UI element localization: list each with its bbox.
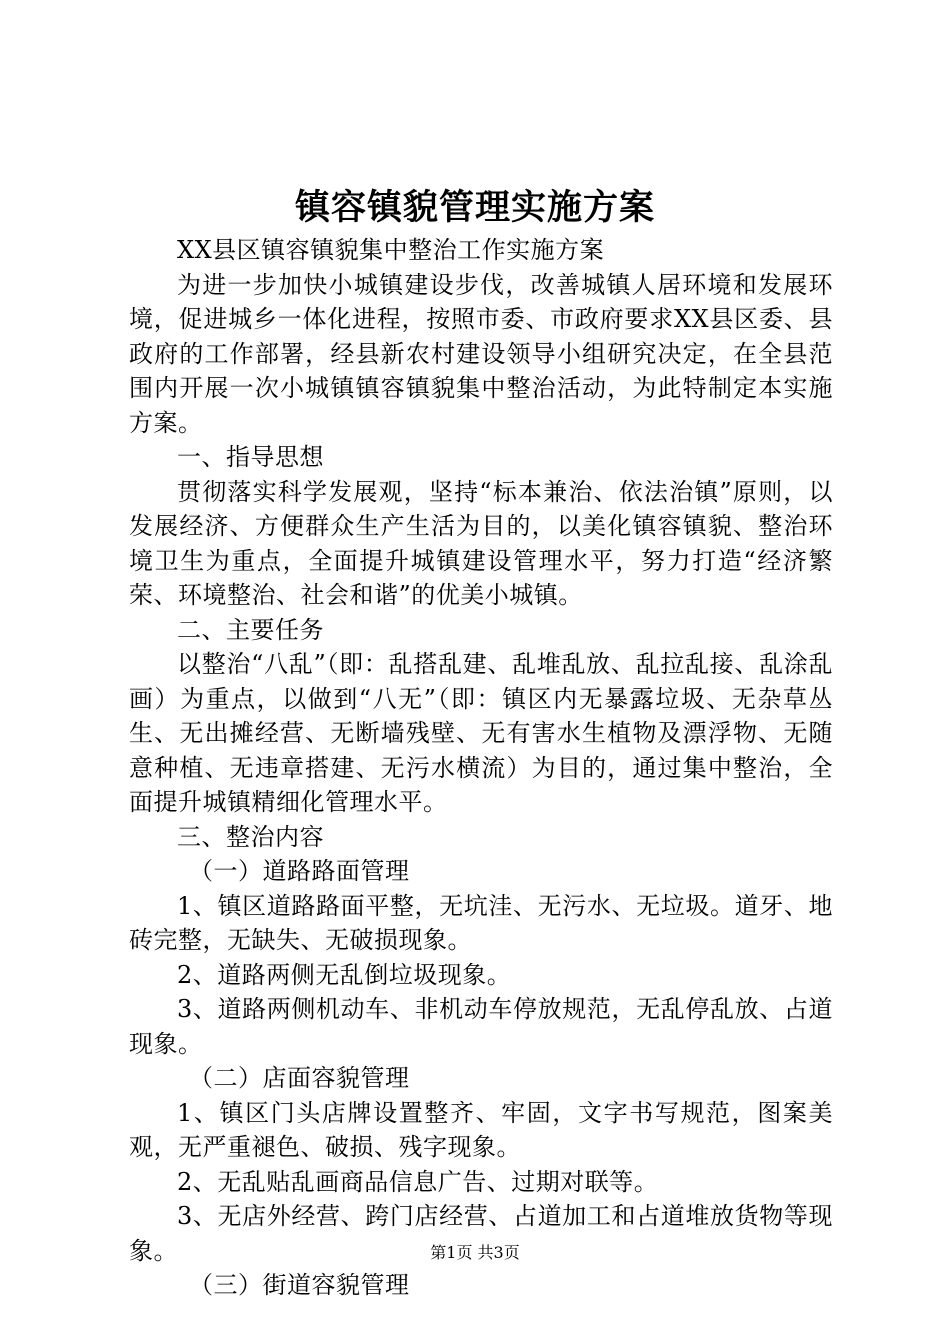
road-item-2: 2、道路两侧无乱倒垃圾现象。 bbox=[177, 960, 512, 989]
subsection-heading-road-surface: （一）道路路面管理 bbox=[189, 857, 410, 885]
document-body bbox=[129, 233, 833, 1303]
section-heading-rectification-content: 三、整治内容 bbox=[177, 822, 324, 851]
storefront-item-3: 3、无店外经营、跨门店经营、占道加工和占道堆放货物等现象。 bbox=[129, 1202, 833, 1265]
main-tasks-paragraph: 以整治“八乱”（即：乱搭乱建、乱堆乱放、乱拉乱接、乱涂乱画）为重点，以做到“八无”（即：镇区内无暴露垃圾、无杂草丛生、无出摊经营、无断墙残壁、无有害水生植物及漂浮物、无随意种植、无违章搭建、无污水横流）为目的，通过集中整治，全面提升城镇精细化管理水平。 bbox=[129, 650, 833, 816]
road-item-1: 1、镇区道路路面平整，无坑洼、无污水、无垃圾。道牙、地砖完整，无缺失、无破损现象。 bbox=[129, 891, 833, 954]
subsection-heading-storefront: （二）店面容貌管理 bbox=[189, 1064, 410, 1092]
section-heading-main-tasks: 二、主要任务 bbox=[177, 615, 324, 644]
intro-paragraph: 为进一步加快小城镇建设步伐，改善城镇人居环境和发展环境，促进城乡一体化进程，按照市委、市政府要求XX县区委、县政府的工作部署，经县新农村建设领导小组研究决定，在全县范围内开展一次小城镇镇容镇貌集中整治活动，为此特制定本实施方案。 bbox=[129, 270, 833, 437]
road-item-3: 3、道路两侧机动车、非机动车停放规范，无乱停乱放、占道现象。 bbox=[129, 995, 833, 1058]
document-title: 镇容镇貌管理实施方案 bbox=[294, 187, 655, 228]
section-heading-guiding-thought: 一、指导思想 bbox=[177, 443, 324, 471]
storefront-item-2: 2、无乱贴乱画商品信息广告、过期对联等。 bbox=[177, 1167, 659, 1196]
subsection-heading-street: （三）街道容貌管理 bbox=[189, 1271, 410, 1299]
subtitle-paragraph: XX县区镇容镇貌集中整治工作实施方案 bbox=[177, 236, 605, 264]
storefront-item-1: 1、镇区门头店牌设置整齐、牢固，文字书写规范，图案美观，无严重褪色、破损、残字现象。 bbox=[129, 1098, 833, 1161]
page-indicator: 第1页 共3页 bbox=[430, 1243, 520, 1262]
guiding-thought-paragraph: 贯彻落实科学发展观，坚持“标本兼治、依法治镇”原则，以发展经济、方便群众生产生活为目的，以美化镇容镇貌、整治环境卫生为重点，全面提升城镇建设管理水平，努力打造“经济繁荣、环境整治、社会和谐”的优美小城镇。 bbox=[129, 477, 833, 609]
